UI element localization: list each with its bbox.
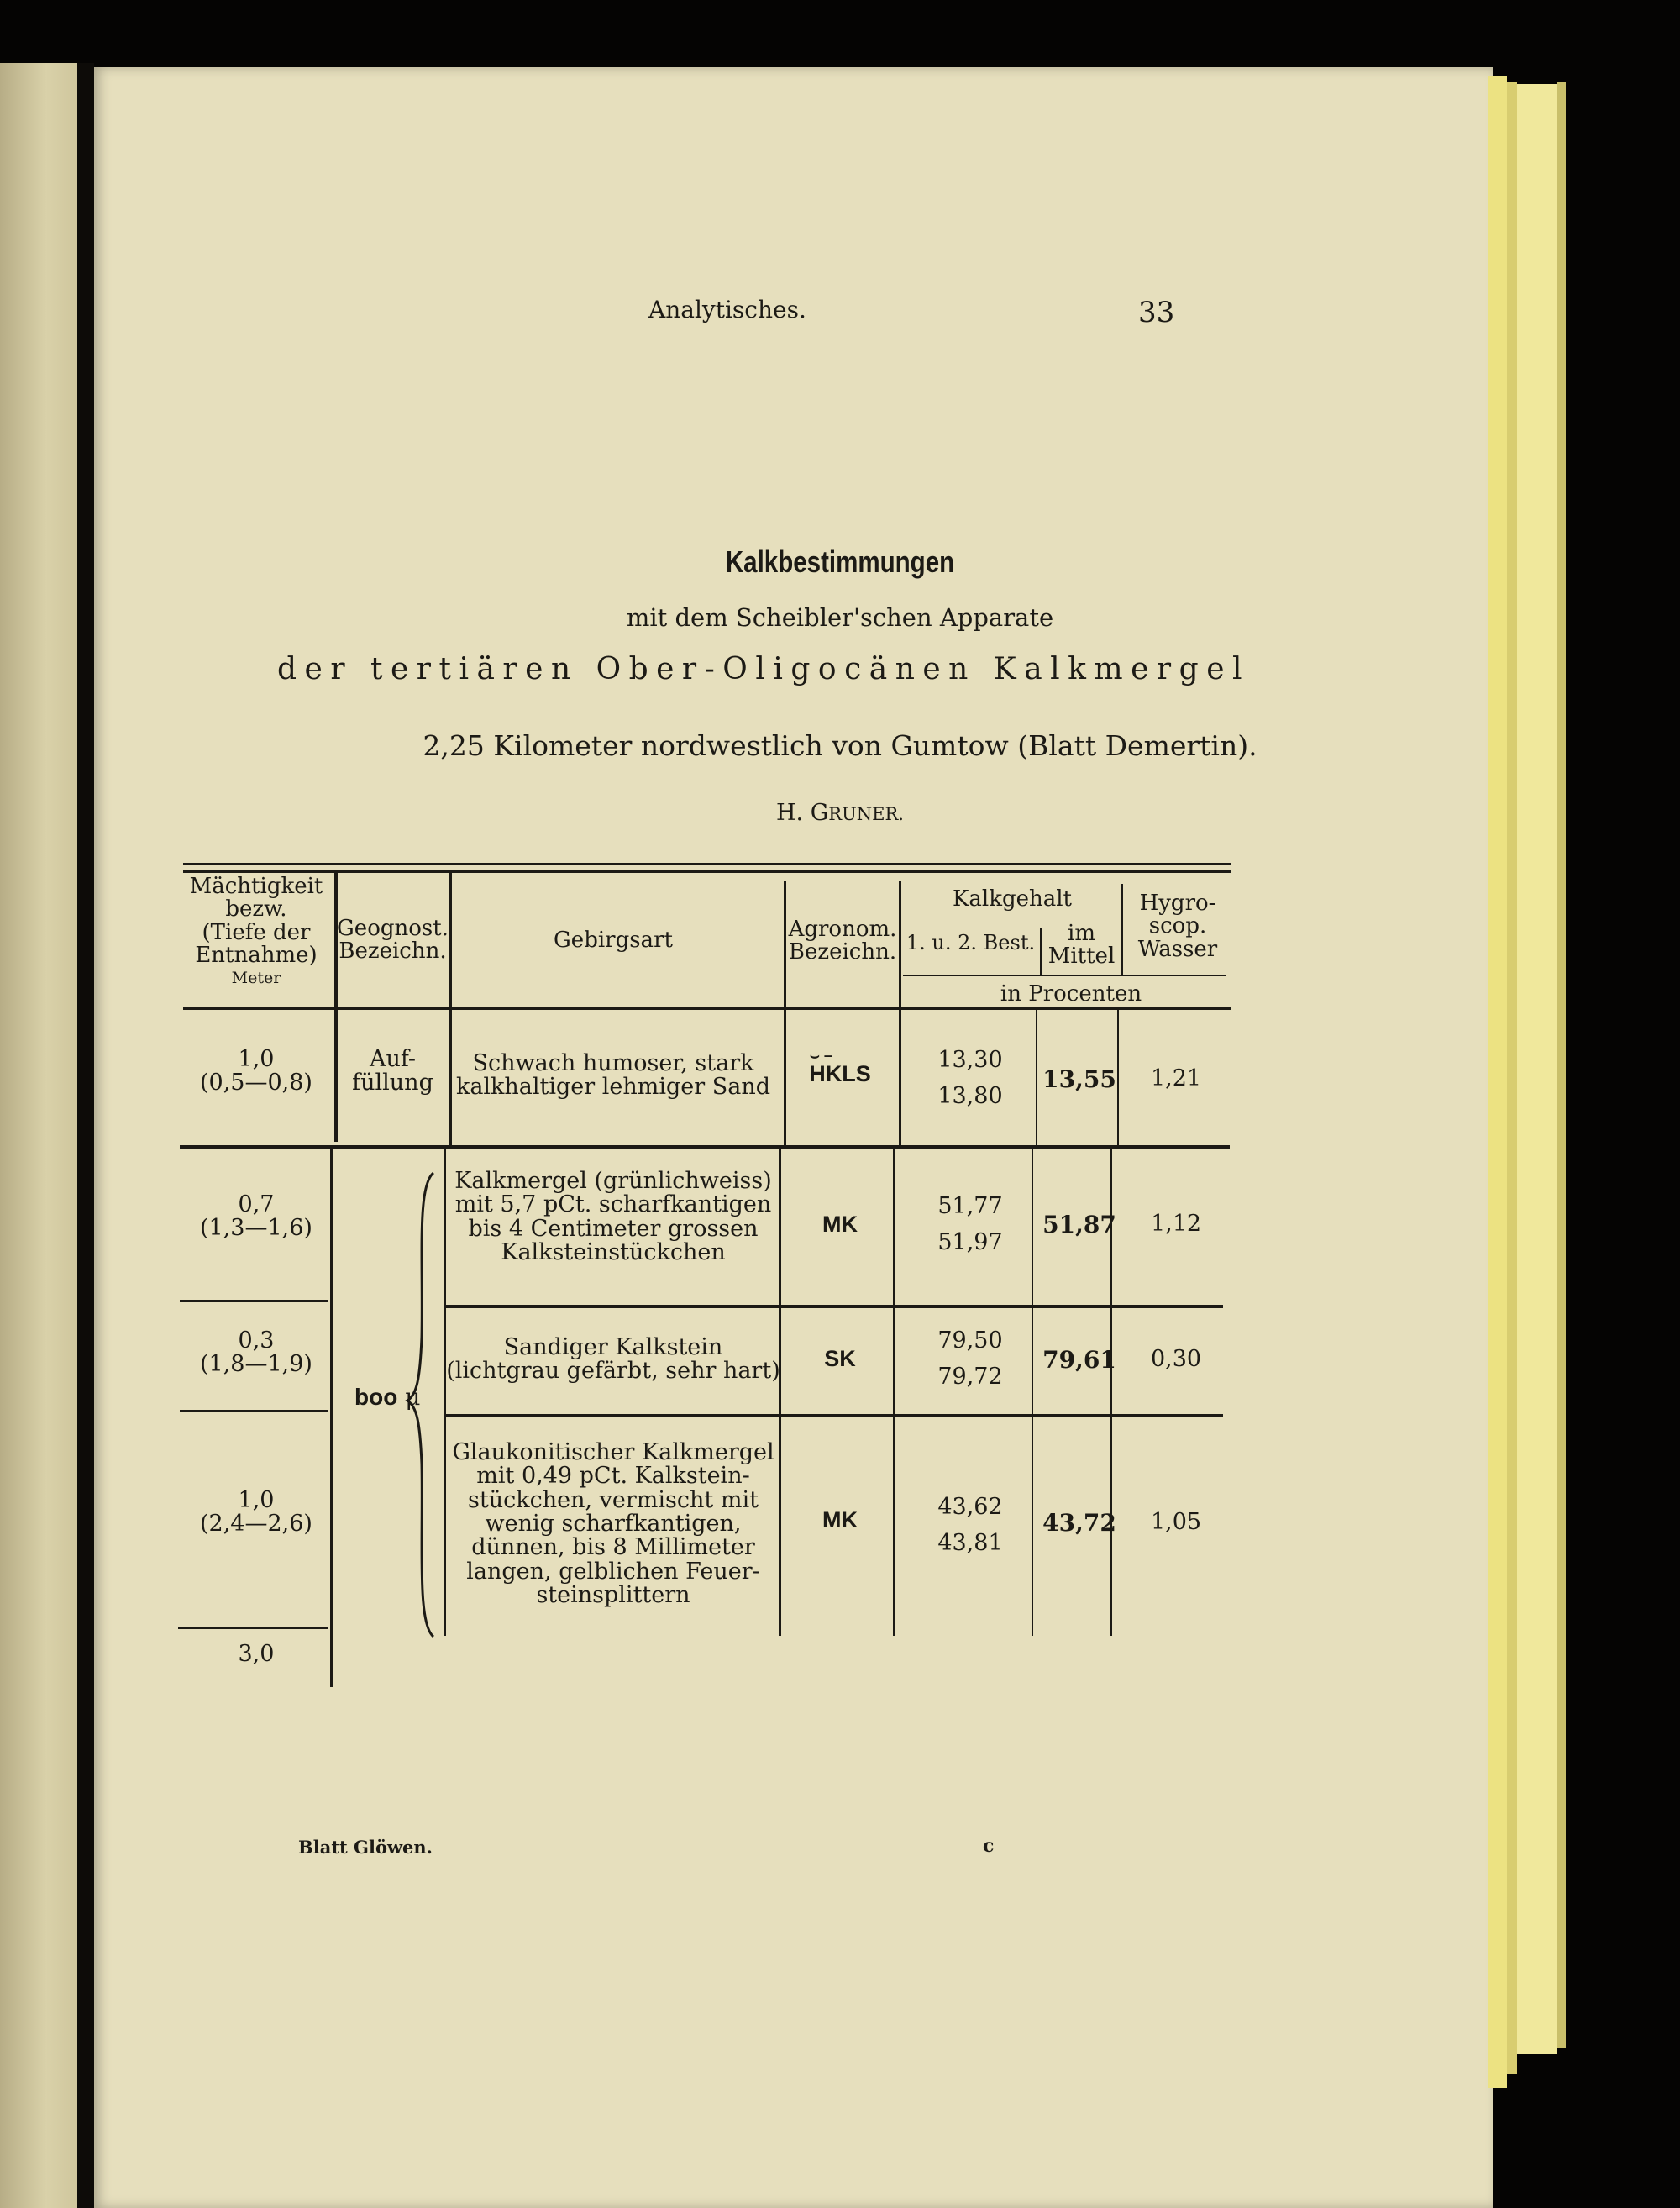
table-row-agronom: MK xyxy=(822,1507,858,1532)
book-spine xyxy=(77,63,94,2208)
adjacent-page-edge xyxy=(0,63,77,2208)
page-number: 33 xyxy=(1138,296,1175,329)
header-best: 1. u. 2. Best. xyxy=(906,931,1036,954)
table-row-best: 43,62 43,81 xyxy=(937,1494,1003,1557)
table-row-geognost: Auf- füllung xyxy=(352,1046,433,1096)
author-initial: H. G xyxy=(776,800,829,826)
table-row-mittel: 13,55 xyxy=(1042,1065,1116,1093)
row-rule xyxy=(180,1145,1230,1149)
table-row-agronom: SK xyxy=(824,1346,856,1371)
page-edges xyxy=(1557,82,1566,2048)
column-rule xyxy=(449,873,452,1145)
table-row-agronom: ⌣ – HKLS xyxy=(781,1049,899,1086)
table-row-best: 13,30 13,80 xyxy=(937,1047,1003,1110)
table-row-depth: 0,7 (1,3—1,6) xyxy=(200,1191,312,1242)
row-rule xyxy=(444,1414,1223,1417)
page-title: Kalkbestimmungen xyxy=(725,544,955,579)
row-rule xyxy=(180,1300,328,1302)
location-line: 2,25 Kilometer nordwestlich von Gumtow (Blatt Demertin). xyxy=(423,729,1257,762)
agronom-diacritics: ⌣ – xyxy=(810,1047,832,1064)
table-top-rule xyxy=(183,863,1231,865)
page-edges xyxy=(1488,76,1507,2088)
table-row-gebirgsart: Glaukonitischer Kalkmergel mit 0,49 pCt. Kalkstein- stückchen, vermischt mit wenig scharfkantigen, dünnen, bis 8 Millimeter langen, gelblichen Feuer- steinsplittern xyxy=(452,1439,774,1609)
total-depth: 3,0 xyxy=(238,1641,275,1667)
page-edges xyxy=(1507,82,1517,2074)
header-agronom: Agronom. Bezeichn. xyxy=(788,917,897,965)
book-page xyxy=(94,67,1493,2208)
running-head: Analytisches. xyxy=(648,296,806,323)
table-row-gebirgsart: Schwach humoser, stark kalkhaltiger lehmiger Sand xyxy=(455,1050,771,1101)
table-row-mittel: 43,72 xyxy=(1042,1509,1116,1537)
curly-brace-icon xyxy=(405,1170,438,1640)
row-rule xyxy=(178,1627,328,1629)
subtitle-material: der tertiären Ober-Oligocänen Kalkmergel xyxy=(277,652,1251,686)
table-row-best: 79,50 79,72 xyxy=(937,1327,1003,1391)
geognost-symbol: boo xyxy=(354,1384,398,1410)
geognost-suffix: μ xyxy=(405,1383,421,1411)
table-row-mittel: 51,87 xyxy=(1042,1211,1116,1238)
author-name: RUNER. xyxy=(828,804,904,824)
row-rule xyxy=(180,1410,328,1412)
page-edges xyxy=(1517,84,1557,2054)
header-hygro: Hygro- scop. Wasser xyxy=(1137,891,1218,962)
header-kalkgehalt: Kalkgehalt xyxy=(952,886,1073,912)
header-depth: Mächtigkeit bezw. (Tiefe der Entnahme) Meter xyxy=(176,875,336,987)
table-row-wasser: 0,30 xyxy=(1150,1346,1202,1372)
table-row-gebirgsart: Sandiger Kalkstein (lichtgrau gefärbt, sehr hart) xyxy=(446,1334,780,1385)
row-rule xyxy=(445,1305,1223,1308)
table-row-depth: 1,0 (2,4—2,6) xyxy=(200,1487,312,1538)
table-row-gebirgsart: Kalkmergel (grünlichweiss) mit 5,7 pCt. scharfkantigen bis 4 Centimeter grossen Kalksteinstückchen xyxy=(454,1168,772,1266)
header-depth-unit: Meter xyxy=(231,969,281,988)
author-line xyxy=(0,800,1680,826)
table-top-rule xyxy=(183,870,1231,873)
table-row-wasser: 1,05 xyxy=(1150,1509,1202,1535)
table-row-depth: 1,0 (0,5—0,8) xyxy=(200,1046,312,1096)
footer-signature: Blatt Glöwen. xyxy=(298,1837,433,1858)
header-bottom-rule xyxy=(183,1007,1231,1010)
subtitle-method: mit dem Scheibler'schen Apparate xyxy=(626,603,1054,632)
table-row-depth: 0,3 (1,8—1,9) xyxy=(200,1327,312,1378)
table-row-agronom: MK xyxy=(822,1212,858,1237)
footer-sheet-mark: c xyxy=(983,1835,995,1857)
table-row-wasser: 1,12 xyxy=(1150,1211,1202,1237)
table-row-mittel: 79,61 xyxy=(1042,1346,1116,1374)
table-row-wasser: 1,21 xyxy=(1150,1065,1202,1091)
header-gebirgsart: Gebirgsart xyxy=(554,928,673,953)
header-geognost: Geognost. Bezeichn. xyxy=(337,916,449,965)
header-divider xyxy=(903,975,1226,976)
header-mittel: im Mittel xyxy=(1047,921,1116,970)
table-row-best: 51,77 51,97 xyxy=(937,1193,1003,1256)
header-in-procenten: in Procenten xyxy=(1000,981,1142,1007)
